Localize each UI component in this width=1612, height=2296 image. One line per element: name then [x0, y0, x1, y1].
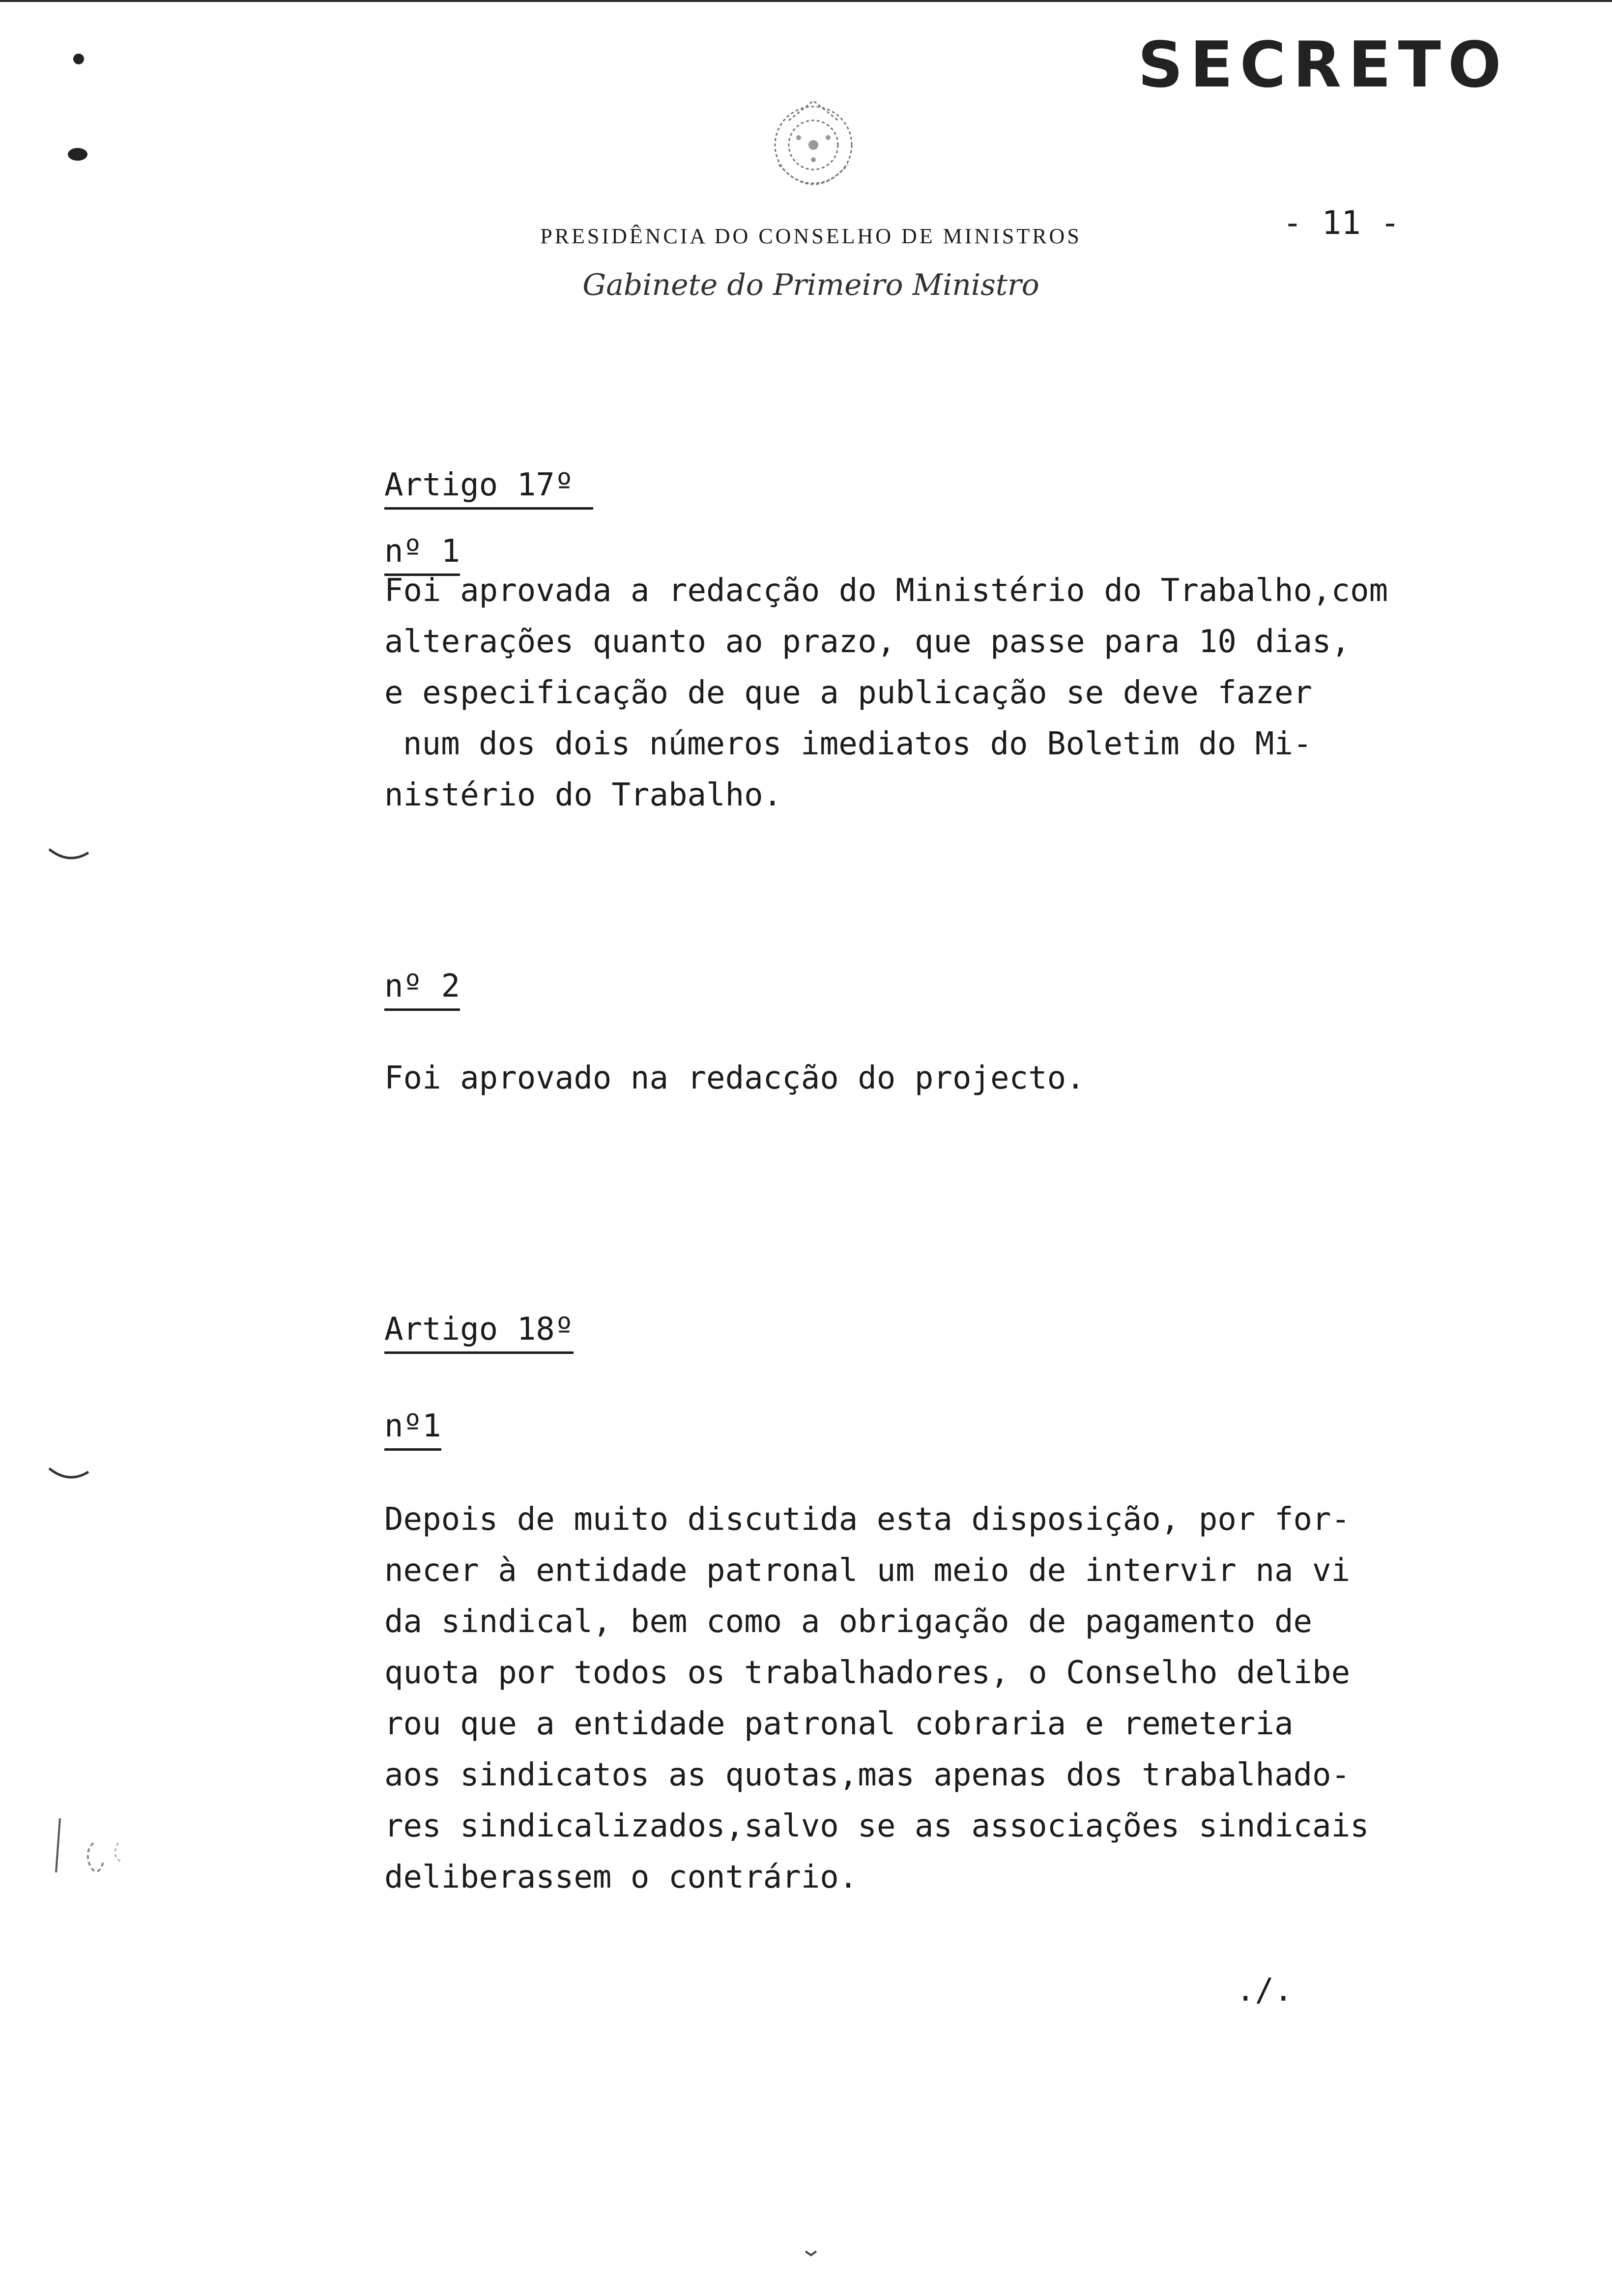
paragraph-line: Foi aprovado na redacção do projecto.	[384, 1060, 1085, 1096]
margin-arc-icon	[47, 1464, 91, 1484]
paragraph-line: num dos dois números imediatos do Boletim do Mi-	[403, 726, 1312, 762]
article-18-heading	[384, 1311, 574, 1348]
article-17-item-2-label: nº 2	[384, 971, 460, 1002]
classification-stamp: SECRETO	[1138, 29, 1508, 102]
paragraph-line: da sindical, bem como a obrigação de pagamento de	[384, 1604, 1313, 1640]
paragraph-line: quota por todos os trabalhadores, o Conselho delibe	[384, 1655, 1351, 1691]
article-18-title: Artigo 18º	[384, 1311, 574, 1354]
paragraph-line: nistério do Trabalho.	[384, 777, 782, 813]
paragraph-line: necer à entidade patronal um meio de intervir na vi	[384, 1552, 1351, 1589]
article-17-item-1-label: nº 1	[384, 536, 460, 567]
paragraph-line: alterações quanto ao prazo, que passe para 10 dias,	[384, 624, 1351, 660]
paragraph-line: deliberassem o contrário.	[384, 1859, 858, 1895]
cabinet-subtitle: Gabinete do Primeiro Ministro	[582, 268, 1039, 302]
article-18-item-1-label: nº1	[384, 1410, 441, 1442]
coat-of-arms-icon	[749, 91, 877, 204]
page-number: - 11 -	[1283, 204, 1400, 242]
speck-icon	[804, 2248, 818, 2258]
office-title: PRESIDÊNCIA DO CONSELHO DE MINISTROS	[540, 224, 1082, 248]
top-border-rule	[0, 0, 1612, 2]
article-17-item-1-text	[384, 565, 1388, 821]
margin-scribble-icon	[49, 1813, 147, 1907]
article-17-heading	[384, 469, 593, 501]
article-17-title: Artigo 17º	[384, 467, 593, 510]
paragraph-line: rou que a entidade patronal cobraria e remeteria	[384, 1706, 1294, 1742]
margin-arc-icon	[47, 845, 91, 865]
paragraph-line: res sindicalizados,salvo se as associações sindicais	[384, 1808, 1369, 1844]
article-17-item-2-text	[384, 1053, 1085, 1104]
paragraph-line: aos sindicatos as quotas,mas apenas dos trabalhado-	[384, 1757, 1351, 1793]
paragraph-line: e especificação de que a publicação se deve fazer	[384, 675, 1313, 711]
paragraph-line: Depois de muito discutida esta disposição, por for-	[384, 1501, 1351, 1538]
margin-dot-icon	[64, 143, 93, 167]
margin-dot-icon	[69, 49, 88, 69]
continuation-mark: ./.	[1236, 1972, 1293, 2009]
article-18-item-1-text	[384, 1494, 1369, 1903]
paragraph-line: Foi aprovada a redacção do Ministério do Trabalho,com	[384, 573, 1388, 609]
